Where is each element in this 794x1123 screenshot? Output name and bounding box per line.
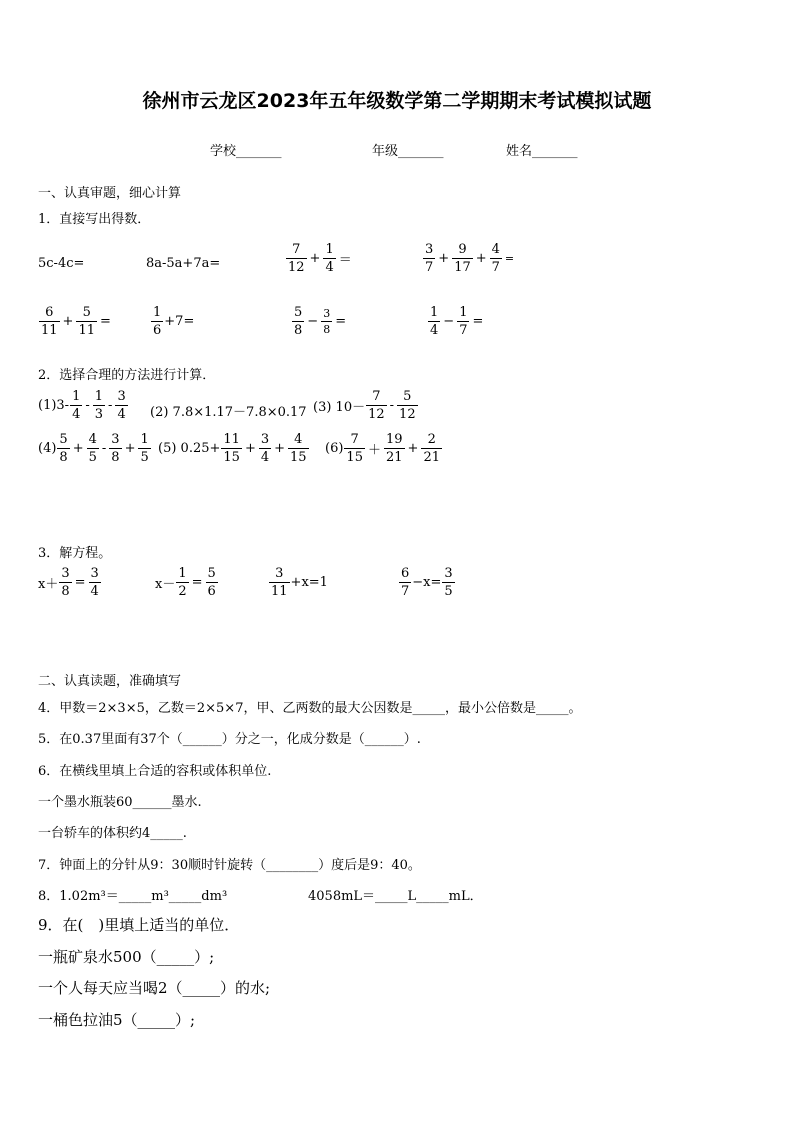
q2-label: 2．选择合理的方法进行计算． xyxy=(38,368,216,383)
denominator: 4 xyxy=(430,323,439,338)
q2-p5 xyxy=(158,433,310,464)
equals: ＝ xyxy=(338,253,352,268)
denominator: 4 xyxy=(117,407,126,422)
q1-r1-e3 xyxy=(285,243,354,274)
numerator: 3 xyxy=(275,566,284,581)
q3-e1 xyxy=(38,567,102,598)
fraction xyxy=(115,390,127,421)
fraction xyxy=(269,567,290,598)
numerator: 7 xyxy=(372,389,381,404)
fraction xyxy=(384,433,405,464)
fraction xyxy=(321,308,332,335)
denominator: 8 xyxy=(59,450,68,465)
numerator: 4 xyxy=(88,432,97,447)
q6-item-a: 一个墨水瓶装60______墨水. xyxy=(38,795,202,810)
name-field xyxy=(506,140,578,159)
numerator: 2 xyxy=(427,432,436,447)
denominator: 6 xyxy=(153,323,162,338)
numerator: 1 xyxy=(140,432,149,447)
numerator: 1 xyxy=(94,389,104,404)
denominator: 4 xyxy=(90,584,99,599)
fraction xyxy=(206,567,218,598)
fraction xyxy=(397,390,418,421)
fraction xyxy=(457,306,469,337)
q5-text: 5．在0.37里面有37个（______）分之一，化成分数是（______）. xyxy=(38,732,421,747)
numerator: 6 xyxy=(401,566,410,581)
operator: - xyxy=(101,441,107,456)
operator: + xyxy=(124,441,136,456)
numerator: 1 xyxy=(178,566,187,581)
expression-lead: (6) xyxy=(325,441,344,456)
denominator: 12 xyxy=(399,407,416,422)
denominator: 11 xyxy=(271,584,288,599)
denominator: 11 xyxy=(41,323,58,338)
numerator: 1 xyxy=(325,242,334,257)
fraction xyxy=(59,567,71,598)
page-title: 徐州市云龙区2023年五年级数学第二学期期末考试模拟试题 xyxy=(142,90,652,112)
fraction xyxy=(259,433,271,464)
fraction xyxy=(57,433,69,464)
numerator: 3 xyxy=(117,389,126,404)
fraction xyxy=(221,433,242,464)
equals: = xyxy=(504,252,515,265)
school-label: 学校 xyxy=(210,144,237,159)
denominator: 5 xyxy=(444,584,453,599)
numerator: 3 xyxy=(425,242,434,257)
numerator: 3 xyxy=(90,566,99,581)
fraction xyxy=(452,243,473,274)
expression-tail: +x=1 xyxy=(290,575,328,590)
operator: + xyxy=(62,314,74,329)
fraction xyxy=(366,390,387,421)
q1-r2-e2 xyxy=(150,306,194,337)
denominator: 7 xyxy=(425,260,434,275)
numerator: 3 xyxy=(111,432,120,447)
fraction xyxy=(286,243,307,274)
denominator: 2 xyxy=(178,584,187,599)
operator: + xyxy=(244,441,256,456)
fraction xyxy=(76,306,97,337)
fraction xyxy=(176,567,188,598)
fraction xyxy=(288,433,309,464)
q1-label: 1．直接写出得数． xyxy=(38,212,151,227)
q4-text: 4．甲数＝2×3×5，乙数＝2×5×7，甲、乙两数的最大公因数是_____，最小公倍数是_____。 xyxy=(38,701,582,716)
operator: - xyxy=(108,398,113,413)
denominator: 7 xyxy=(491,260,500,275)
q3-label: 3．解方程。 xyxy=(38,546,112,561)
q8-item-a: 8．1.02m³＝_____m³_____dm³ xyxy=(38,889,228,904)
numerator: 9 xyxy=(458,242,467,257)
denominator: 12 xyxy=(368,407,385,422)
equals: = xyxy=(191,575,203,590)
fraction xyxy=(87,433,99,464)
fraction xyxy=(428,306,440,337)
section1-heading: 一、认真审题，细心计算 xyxy=(38,186,182,201)
equals: = xyxy=(74,575,86,590)
denominator: 4 xyxy=(72,407,81,422)
numerator: 11 xyxy=(223,432,240,447)
numerator: 5 xyxy=(82,305,91,320)
grade-field xyxy=(372,140,444,159)
equals: = xyxy=(100,314,111,329)
q2-p1 xyxy=(38,390,129,421)
numerator: 6 xyxy=(45,305,54,320)
name-blank: _______ xyxy=(532,144,578,159)
denominator: 17 xyxy=(454,260,471,275)
fraction xyxy=(109,433,121,464)
denominator: 15 xyxy=(223,450,240,465)
q1-r2-e3 xyxy=(291,306,348,337)
denominator: 11 xyxy=(78,323,95,338)
numerator: 5 xyxy=(403,389,412,404)
numerator: 3 xyxy=(323,307,331,320)
denominator: 8 xyxy=(111,450,120,465)
fraction xyxy=(399,567,411,598)
q9-item-a: 一瓶矿泉水500（_____）; xyxy=(38,948,215,966)
expression-tail: +7= xyxy=(164,314,195,329)
q1-r2-e1 xyxy=(38,306,113,337)
name-label: 姓名 xyxy=(506,144,533,159)
denominator: 21 xyxy=(423,450,440,465)
numerator: 19 xyxy=(385,432,403,447)
q2-p3 xyxy=(313,390,419,421)
q6-item-b: 一台轿车的体积约4_____. xyxy=(38,826,187,841)
numerator: 3 xyxy=(61,566,70,581)
equals: = xyxy=(472,314,484,329)
q3-e2 xyxy=(155,567,219,598)
numerator: 1 xyxy=(72,389,81,404)
numerator: 5 xyxy=(207,566,216,581)
school-blank: _______ xyxy=(236,144,282,159)
fraction xyxy=(39,306,60,337)
denominator: 12 xyxy=(288,260,305,275)
numerator: 1 xyxy=(153,305,162,320)
numerator: 3 xyxy=(260,432,270,447)
expression-lead: (1)3- xyxy=(38,398,70,413)
denominator: 15 xyxy=(346,450,363,465)
q1-r1-e1: 5c-4c= xyxy=(38,256,85,271)
expression-lead: (4) xyxy=(38,441,57,456)
operator: + xyxy=(407,441,419,456)
operator: - xyxy=(85,398,90,413)
denominator: 7 xyxy=(459,323,468,338)
operator: + xyxy=(72,441,84,456)
operator: + xyxy=(309,251,321,266)
numerator: 7 xyxy=(292,242,301,257)
q2-p2: (2) 7.8×1.17－7.8×0.17 xyxy=(150,405,307,420)
operator: − xyxy=(443,314,455,329)
denominator: 8 xyxy=(61,584,70,599)
numerator: 5 xyxy=(294,305,303,320)
denominator: 15 xyxy=(290,450,307,465)
denominator: 6 xyxy=(207,584,216,599)
denominator: 7 xyxy=(401,584,410,599)
expression-lead: x＋ xyxy=(38,577,59,592)
numerator: 7 xyxy=(350,432,359,447)
expression-lead: x－ xyxy=(155,577,176,592)
fraction xyxy=(344,433,365,464)
q8-item-b: 4058mL＝_____L_____mL． xyxy=(308,889,483,904)
q3-e3 xyxy=(268,567,328,598)
fraction xyxy=(138,433,150,464)
fraction xyxy=(421,433,442,464)
numerator: 3 xyxy=(444,566,453,581)
operator: + xyxy=(475,251,487,266)
numerator: 4 xyxy=(491,242,500,257)
operator: - xyxy=(389,398,395,413)
equals: = xyxy=(335,314,347,329)
denominator: 3 xyxy=(94,407,104,422)
q1-r1-e4 xyxy=(422,243,516,274)
operator: ＋ xyxy=(367,443,381,458)
denominator: 21 xyxy=(385,450,403,465)
denominator: 5 xyxy=(140,450,149,465)
numerator: 1 xyxy=(430,305,439,320)
q3-e4 xyxy=(398,567,456,598)
expression-lead: (3) 10－ xyxy=(313,400,366,415)
q9-item-b: 一个人每天应当喝2（_____）的水; xyxy=(38,979,271,997)
q9-label: 9．在( )里填上适当的单位． xyxy=(38,916,240,934)
expression-middle: −x= xyxy=(412,575,442,590)
fraction xyxy=(70,390,82,421)
grade-blank: _______ xyxy=(398,144,444,159)
numerator: 1 xyxy=(459,305,468,320)
school-field xyxy=(210,140,282,159)
fraction xyxy=(89,567,101,598)
denominator: 5 xyxy=(88,450,97,465)
fraction xyxy=(490,243,502,274)
numerator: 4 xyxy=(294,432,303,447)
q2-p4 xyxy=(38,433,152,464)
q2-p6 xyxy=(325,433,443,464)
grade-label: 年级 xyxy=(372,144,399,159)
section2-heading: 二、认真读题，准确填写 xyxy=(38,674,182,689)
fraction xyxy=(151,306,163,337)
denominator: 8 xyxy=(323,323,331,336)
expression-lead: (5) 0.25+ xyxy=(158,441,221,456)
denominator: 8 xyxy=(294,323,303,338)
q9-item-c: 一桶色拉油5（_____）; xyxy=(38,1011,196,1029)
denominator: 4 xyxy=(325,260,334,275)
q7-text: 7．钟面上的分针从9：30顺时针旋转（________）度后是9：40。 xyxy=(38,858,421,873)
q1-r1-e2: 8a-5a+7a= xyxy=(146,256,221,271)
numerator: 5 xyxy=(59,432,68,447)
fraction xyxy=(323,243,335,274)
operator: − xyxy=(307,314,319,329)
fraction xyxy=(292,306,304,337)
fraction xyxy=(442,567,454,598)
fraction xyxy=(423,243,435,274)
q1-r2-e4 xyxy=(427,306,485,337)
q6-label: 6．在横线里填上合适的容积或体积单位. xyxy=(38,764,272,779)
denominator: 4 xyxy=(260,450,270,465)
operator: + xyxy=(438,251,450,266)
fraction xyxy=(93,390,105,421)
operator: + xyxy=(274,441,286,456)
